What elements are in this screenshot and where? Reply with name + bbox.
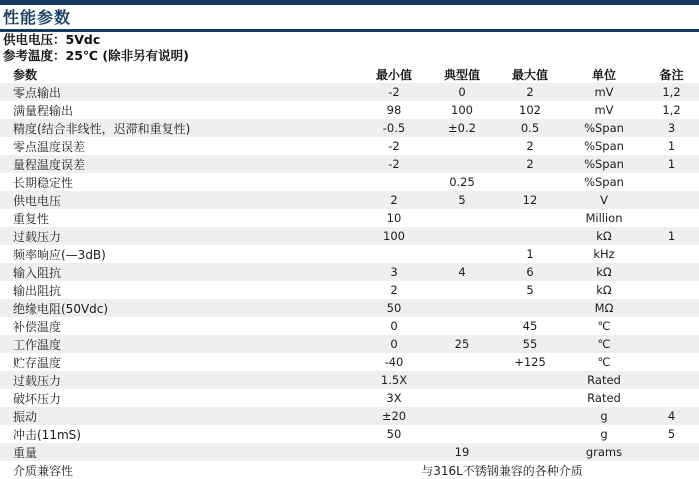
cell-min: 3 <box>390 265 398 279</box>
cell-min: 10 <box>386 211 402 225</box>
cell-min: -40 <box>384 355 404 369</box>
cell-typ <box>428 281 496 299</box>
cell-min: 98 <box>386 103 402 117</box>
cell-max: 45 <box>522 319 538 333</box>
col-header-unit: 单位 <box>591 67 616 82</box>
cell-note <box>644 191 699 209</box>
cell-note: 1 <box>667 139 676 153</box>
cell-typ <box>428 353 496 371</box>
cell-min: 50 <box>386 301 402 315</box>
cell-typ <box>428 299 496 317</box>
cell-unit: Million <box>585 211 623 225</box>
table-row <box>0 389 699 407</box>
cell-unit: kΩ <box>596 283 612 297</box>
cell-parameter: 过载压力 <box>13 229 62 244</box>
cell-unit: %Span <box>584 139 624 153</box>
cell-max: 55 <box>522 337 538 351</box>
cell-min: 3X <box>386 391 402 405</box>
cell-typ: 5 <box>458 193 466 207</box>
cell-max <box>496 209 564 227</box>
table-row <box>0 227 699 245</box>
cell-parameter: 输入阻抗 <box>13 265 62 280</box>
cell-max <box>496 299 564 317</box>
cell-min: 100 <box>383 229 405 243</box>
cell-note: 3 <box>667 121 676 135</box>
cell-parameter: 工作温度 <box>13 337 62 352</box>
cell-typ <box>428 371 496 389</box>
cell-parameter: 破坏压力 <box>13 391 62 406</box>
cell-parameter: 介质兼容性 <box>13 463 74 478</box>
table-row <box>0 317 699 335</box>
table-body <box>0 83 699 479</box>
cell-note <box>644 335 699 353</box>
cell-unit: Rated <box>587 373 621 387</box>
cell-unit: Rated <box>587 391 621 405</box>
table-row <box>0 371 699 389</box>
table-row <box>0 245 699 263</box>
cell-unit: ℃ <box>597 355 611 369</box>
cell-min: -0.5 <box>382 121 406 135</box>
cell-note: 5 <box>667 427 676 441</box>
cell-min: 0 <box>390 319 398 333</box>
cell-note <box>644 281 699 299</box>
cell-unit: kΩ <box>596 265 612 279</box>
cell-typ <box>428 227 496 245</box>
cell-note <box>644 389 699 407</box>
cell-max <box>496 425 564 443</box>
table-row <box>0 209 699 227</box>
cell-unit: kHz <box>593 247 615 261</box>
cell-typ: 4 <box>458 265 466 279</box>
table-row <box>0 173 699 191</box>
cell-max: 5 <box>526 283 534 297</box>
cell-min <box>360 245 428 263</box>
cell-note <box>644 245 699 263</box>
cell-max: 12 <box>522 193 538 207</box>
cell-parameter: 重复性 <box>13 211 50 226</box>
cell-typ <box>428 407 496 425</box>
cell-typ <box>428 245 496 263</box>
cell-max: 102 <box>519 103 541 117</box>
cell-typ: 19 <box>454 445 470 459</box>
cell-unit: V <box>600 193 608 207</box>
table-row <box>0 407 699 425</box>
cell-parameter: 重量 <box>13 445 38 460</box>
cell-min: -2 <box>388 157 400 171</box>
cell-min <box>360 443 428 461</box>
cell-parameter: 冲击(11mS) <box>13 427 81 442</box>
cell-note <box>644 443 699 461</box>
cell-unit: ℃ <box>597 319 611 333</box>
cell-unit: %Span <box>584 175 624 189</box>
cell-typ <box>428 389 496 407</box>
col-header-parameter: 参数 <box>13 67 38 82</box>
cell-parameter: 绝缘电阻(50Vdc) <box>13 301 109 316</box>
cell-min: 1.5X <box>380 373 408 387</box>
cell-note: 1,2 <box>662 85 681 99</box>
table-row <box>0 191 699 209</box>
cell-typ: 0 <box>458 85 466 99</box>
cell-parameter: 精度(结合非线性，迟滞和重复性) <box>13 121 191 136</box>
table-row <box>0 263 699 281</box>
table-row <box>0 353 699 371</box>
cell-typ <box>428 317 496 335</box>
cell-unit: g <box>600 427 608 441</box>
cell-max <box>496 389 564 407</box>
col-header-min: 最小值 <box>375 67 412 82</box>
cell-min: 2 <box>390 193 398 207</box>
table-row <box>0 281 699 299</box>
table-row <box>0 299 699 317</box>
cell-typ: ±0.2 <box>448 121 476 135</box>
cell-parameter: 输出阻抗 <box>13 283 62 298</box>
cell-parameter: 频率响应(—3dB) <box>13 247 106 262</box>
cell-min: -2 <box>388 85 400 99</box>
cell-unit: grams <box>585 445 623 459</box>
cell-parameter: 量程温度误差 <box>13 157 86 172</box>
table-row <box>0 83 699 101</box>
cell-typ <box>428 137 496 155</box>
cell-note: 4 <box>667 409 676 423</box>
reference-temp-line: 参考温度：25℃ (除非另有说明) <box>3 47 189 63</box>
cell-min: 2 <box>390 283 398 297</box>
cell-parameter: 满量程输出 <box>13 103 74 118</box>
cell-max <box>496 443 564 461</box>
cell-note <box>644 317 699 335</box>
cell-parameter: 零点温度误差 <box>13 139 86 154</box>
cell-parameter: 过载压力 <box>13 373 62 388</box>
col-header-max: 最大值 <box>511 67 548 82</box>
cell-note <box>644 209 699 227</box>
cell-unit: ℃ <box>597 337 611 351</box>
cell-span-value: 与316L不锈钢兼容的各种介质 <box>421 463 583 478</box>
cell-min: -2 <box>388 139 400 153</box>
cell-max: 0.5 <box>520 121 540 135</box>
parameters-table <box>0 65 699 479</box>
table-header-row <box>0 65 699 83</box>
cell-unit: MΩ <box>594 301 614 315</box>
cell-max: 2 <box>526 139 534 153</box>
cell-note <box>644 263 699 281</box>
cell-max <box>496 227 564 245</box>
cell-unit: mV <box>594 103 614 117</box>
table-row <box>0 443 699 461</box>
cell-note <box>644 173 699 191</box>
cell-max <box>496 407 564 425</box>
cell-note <box>644 461 699 479</box>
table-row <box>0 155 699 173</box>
cell-typ <box>428 155 496 173</box>
cell-min: ±20 <box>381 409 407 423</box>
top-accent-bar <box>0 0 699 5</box>
cell-min: 50 <box>386 427 402 441</box>
col-header-note: 备注 <box>659 67 684 82</box>
table-row <box>0 101 699 119</box>
page-title: 性能参数 <box>3 8 72 27</box>
cell-unit: %Span <box>584 121 624 135</box>
cell-min <box>360 173 428 191</box>
cell-note: 1 <box>667 229 676 243</box>
cell-typ: 25 <box>454 337 470 351</box>
cell-parameter: 长期稳定性 <box>13 175 74 190</box>
cell-unit: %Span <box>584 157 624 171</box>
cell-parameter: 零点输出 <box>13 85 62 100</box>
cell-typ: 0.25 <box>449 175 475 189</box>
cell-unit: kΩ <box>596 229 612 243</box>
cell-note: 1 <box>667 157 676 171</box>
cell-max: +125 <box>514 355 546 369</box>
cell-max <box>496 371 564 389</box>
cell-typ: 100 <box>451 103 473 117</box>
cell-parameter: 贮存温度 <box>13 355 62 370</box>
cell-min: 0 <box>390 337 398 351</box>
cell-parameter: 供电电压 <box>13 193 62 208</box>
cell-parameter: 补偿温度 <box>13 319 62 334</box>
cell-max: 6 <box>526 265 534 279</box>
supply-voltage-line: 供电电压：5Vdc <box>3 32 101 47</box>
cell-typ <box>428 425 496 443</box>
cell-max: 2 <box>526 157 534 171</box>
table-row <box>0 425 699 443</box>
cell-parameter: 振动 <box>13 409 38 424</box>
cell-note <box>644 353 699 371</box>
cell-note <box>644 299 699 317</box>
cell-unit: mV <box>594 85 614 99</box>
cell-max: 2 <box>526 85 534 99</box>
cell-note <box>644 371 699 389</box>
table-row <box>0 461 699 479</box>
cell-max: 1 <box>526 247 534 261</box>
cell-typ <box>428 209 496 227</box>
table-row <box>0 119 699 137</box>
table-row <box>0 137 699 155</box>
table-row <box>0 335 699 353</box>
col-header-typ: 典型值 <box>443 67 480 82</box>
cell-unit: g <box>600 409 608 423</box>
cell-max <box>496 173 564 191</box>
cell-note: 1,2 <box>662 103 681 117</box>
